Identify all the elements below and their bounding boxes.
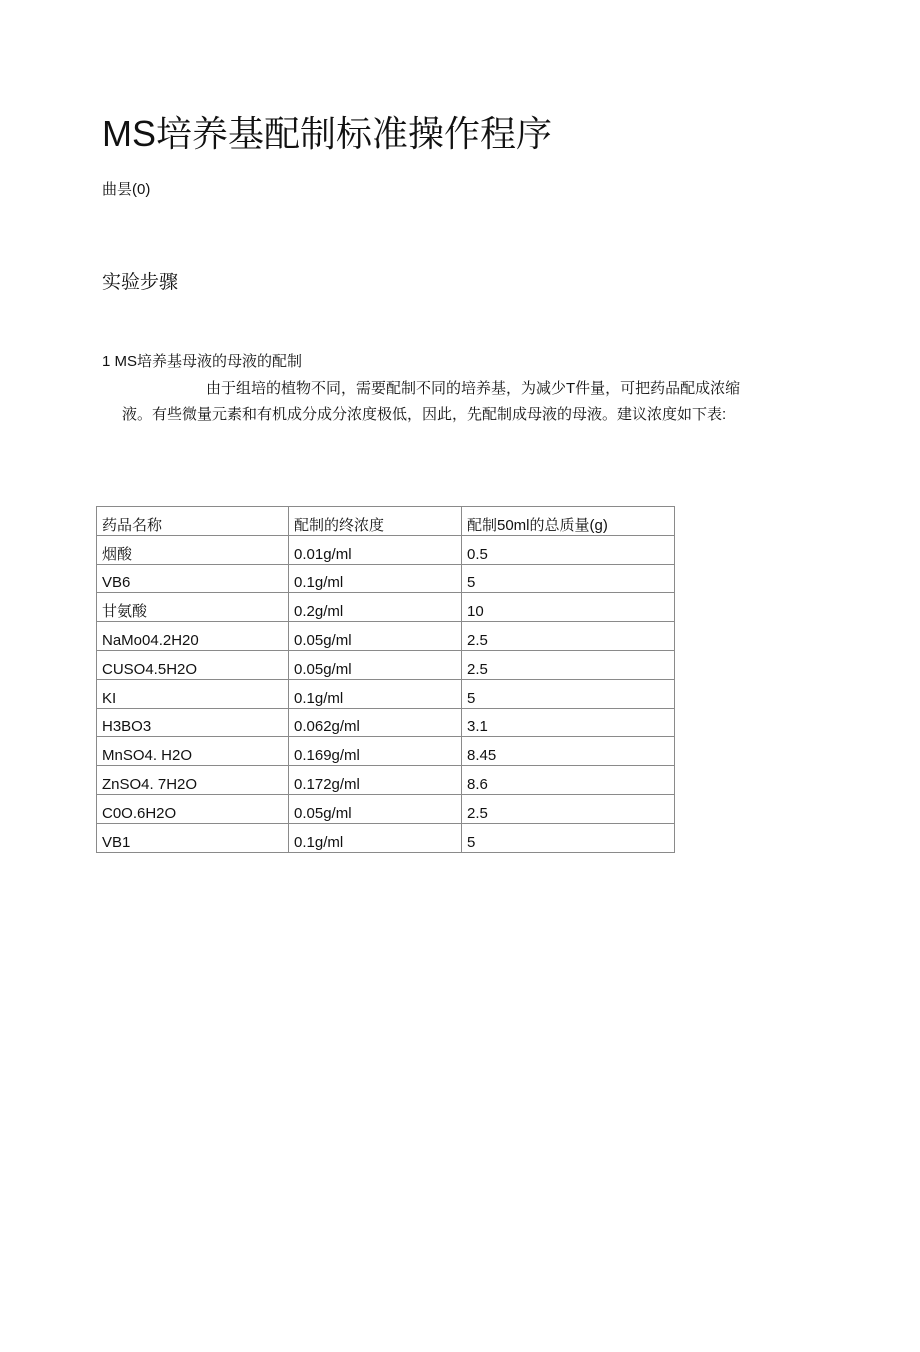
table-row	[97, 564, 675, 593]
table-row	[97, 679, 675, 708]
cell-name: 甘氨酸	[97, 593, 289, 622]
cell-concentration: 0.2g/ml	[289, 593, 462, 622]
table-row	[97, 535, 675, 564]
cell-concentration: 0.062g/ml	[289, 708, 462, 737]
cell-mass: 0.5	[462, 535, 675, 564]
header-cell-name: 药品名称	[97, 507, 289, 536]
cell-mass: 2.5	[462, 794, 675, 823]
cell-mass: 3.1	[462, 708, 675, 737]
table-row	[97, 708, 675, 737]
cell-mass: 2.5	[462, 622, 675, 651]
table-row	[97, 766, 675, 795]
table-row	[97, 823, 675, 852]
cell-mass: 5	[462, 564, 675, 593]
table-row	[97, 737, 675, 766]
cell-name: 烟酸	[97, 535, 289, 564]
cell-name: C0O.6H2O	[97, 794, 289, 823]
cell-mass: 8.6	[462, 766, 675, 795]
cell-concentration: 0.1g/ml	[289, 564, 462, 593]
cell-name: VB6	[97, 564, 289, 593]
cell-name: VB1	[97, 823, 289, 852]
cell-concentration: 0.05g/ml	[289, 650, 462, 679]
table-row	[97, 650, 675, 679]
header-cell-concentration: 配制的终浓度	[289, 507, 462, 536]
section-heading: 实验步骤	[102, 272, 179, 293]
cell-concentration: 0.05g/ml	[289, 794, 462, 823]
cell-concentration: 0.01g/ml	[289, 535, 462, 564]
cell-name: H3BO3	[97, 708, 289, 737]
table-row	[97, 794, 675, 823]
step-heading: 1 MS培养基母液的母液的配制	[102, 353, 303, 370]
cell-name: CUSO4.5H2O	[97, 650, 289, 679]
cell-name: MnSO4. H2O	[97, 737, 289, 766]
subtitle: 曲昙(0)	[102, 181, 151, 198]
reagent-table	[96, 506, 675, 853]
intro-paragraph	[102, 376, 832, 428]
cell-mass: 10	[462, 593, 675, 622]
cell-concentration: 0.172g/ml	[289, 766, 462, 795]
header-cell-mass: 配制50ml的总质量(g)	[462, 507, 675, 536]
paragraph-line-2: 液。有些微量元素和有机成分成分浓度极低，因此，先配制成母液的母液。建议浓度如下表:	[122, 406, 727, 423]
cell-mass: 5	[462, 679, 675, 708]
table-row	[97, 622, 675, 651]
cell-mass: 2.5	[462, 650, 675, 679]
cell-name: ZnSO4. 7H2O	[97, 766, 289, 795]
table-row	[97, 593, 675, 622]
cell-mass: 8.45	[462, 737, 675, 766]
cell-concentration: 0.05g/ml	[289, 622, 462, 651]
table-header-row	[97, 507, 675, 536]
cell-concentration: 0.1g/ml	[289, 823, 462, 852]
cell-mass: 5	[462, 823, 675, 852]
cell-name: NaMo04.2H20	[97, 622, 289, 651]
page-title: MS培养基配制标准操作程序	[102, 113, 553, 154]
cell-name: KI	[97, 679, 289, 708]
paragraph-line-1: 由于组培的植物不同，需要配制不同的培养基，为减少T件量，可把药品配成浓缩	[206, 380, 741, 397]
cell-concentration: 0.169g/ml	[289, 737, 462, 766]
cell-concentration: 0.1g/ml	[289, 679, 462, 708]
